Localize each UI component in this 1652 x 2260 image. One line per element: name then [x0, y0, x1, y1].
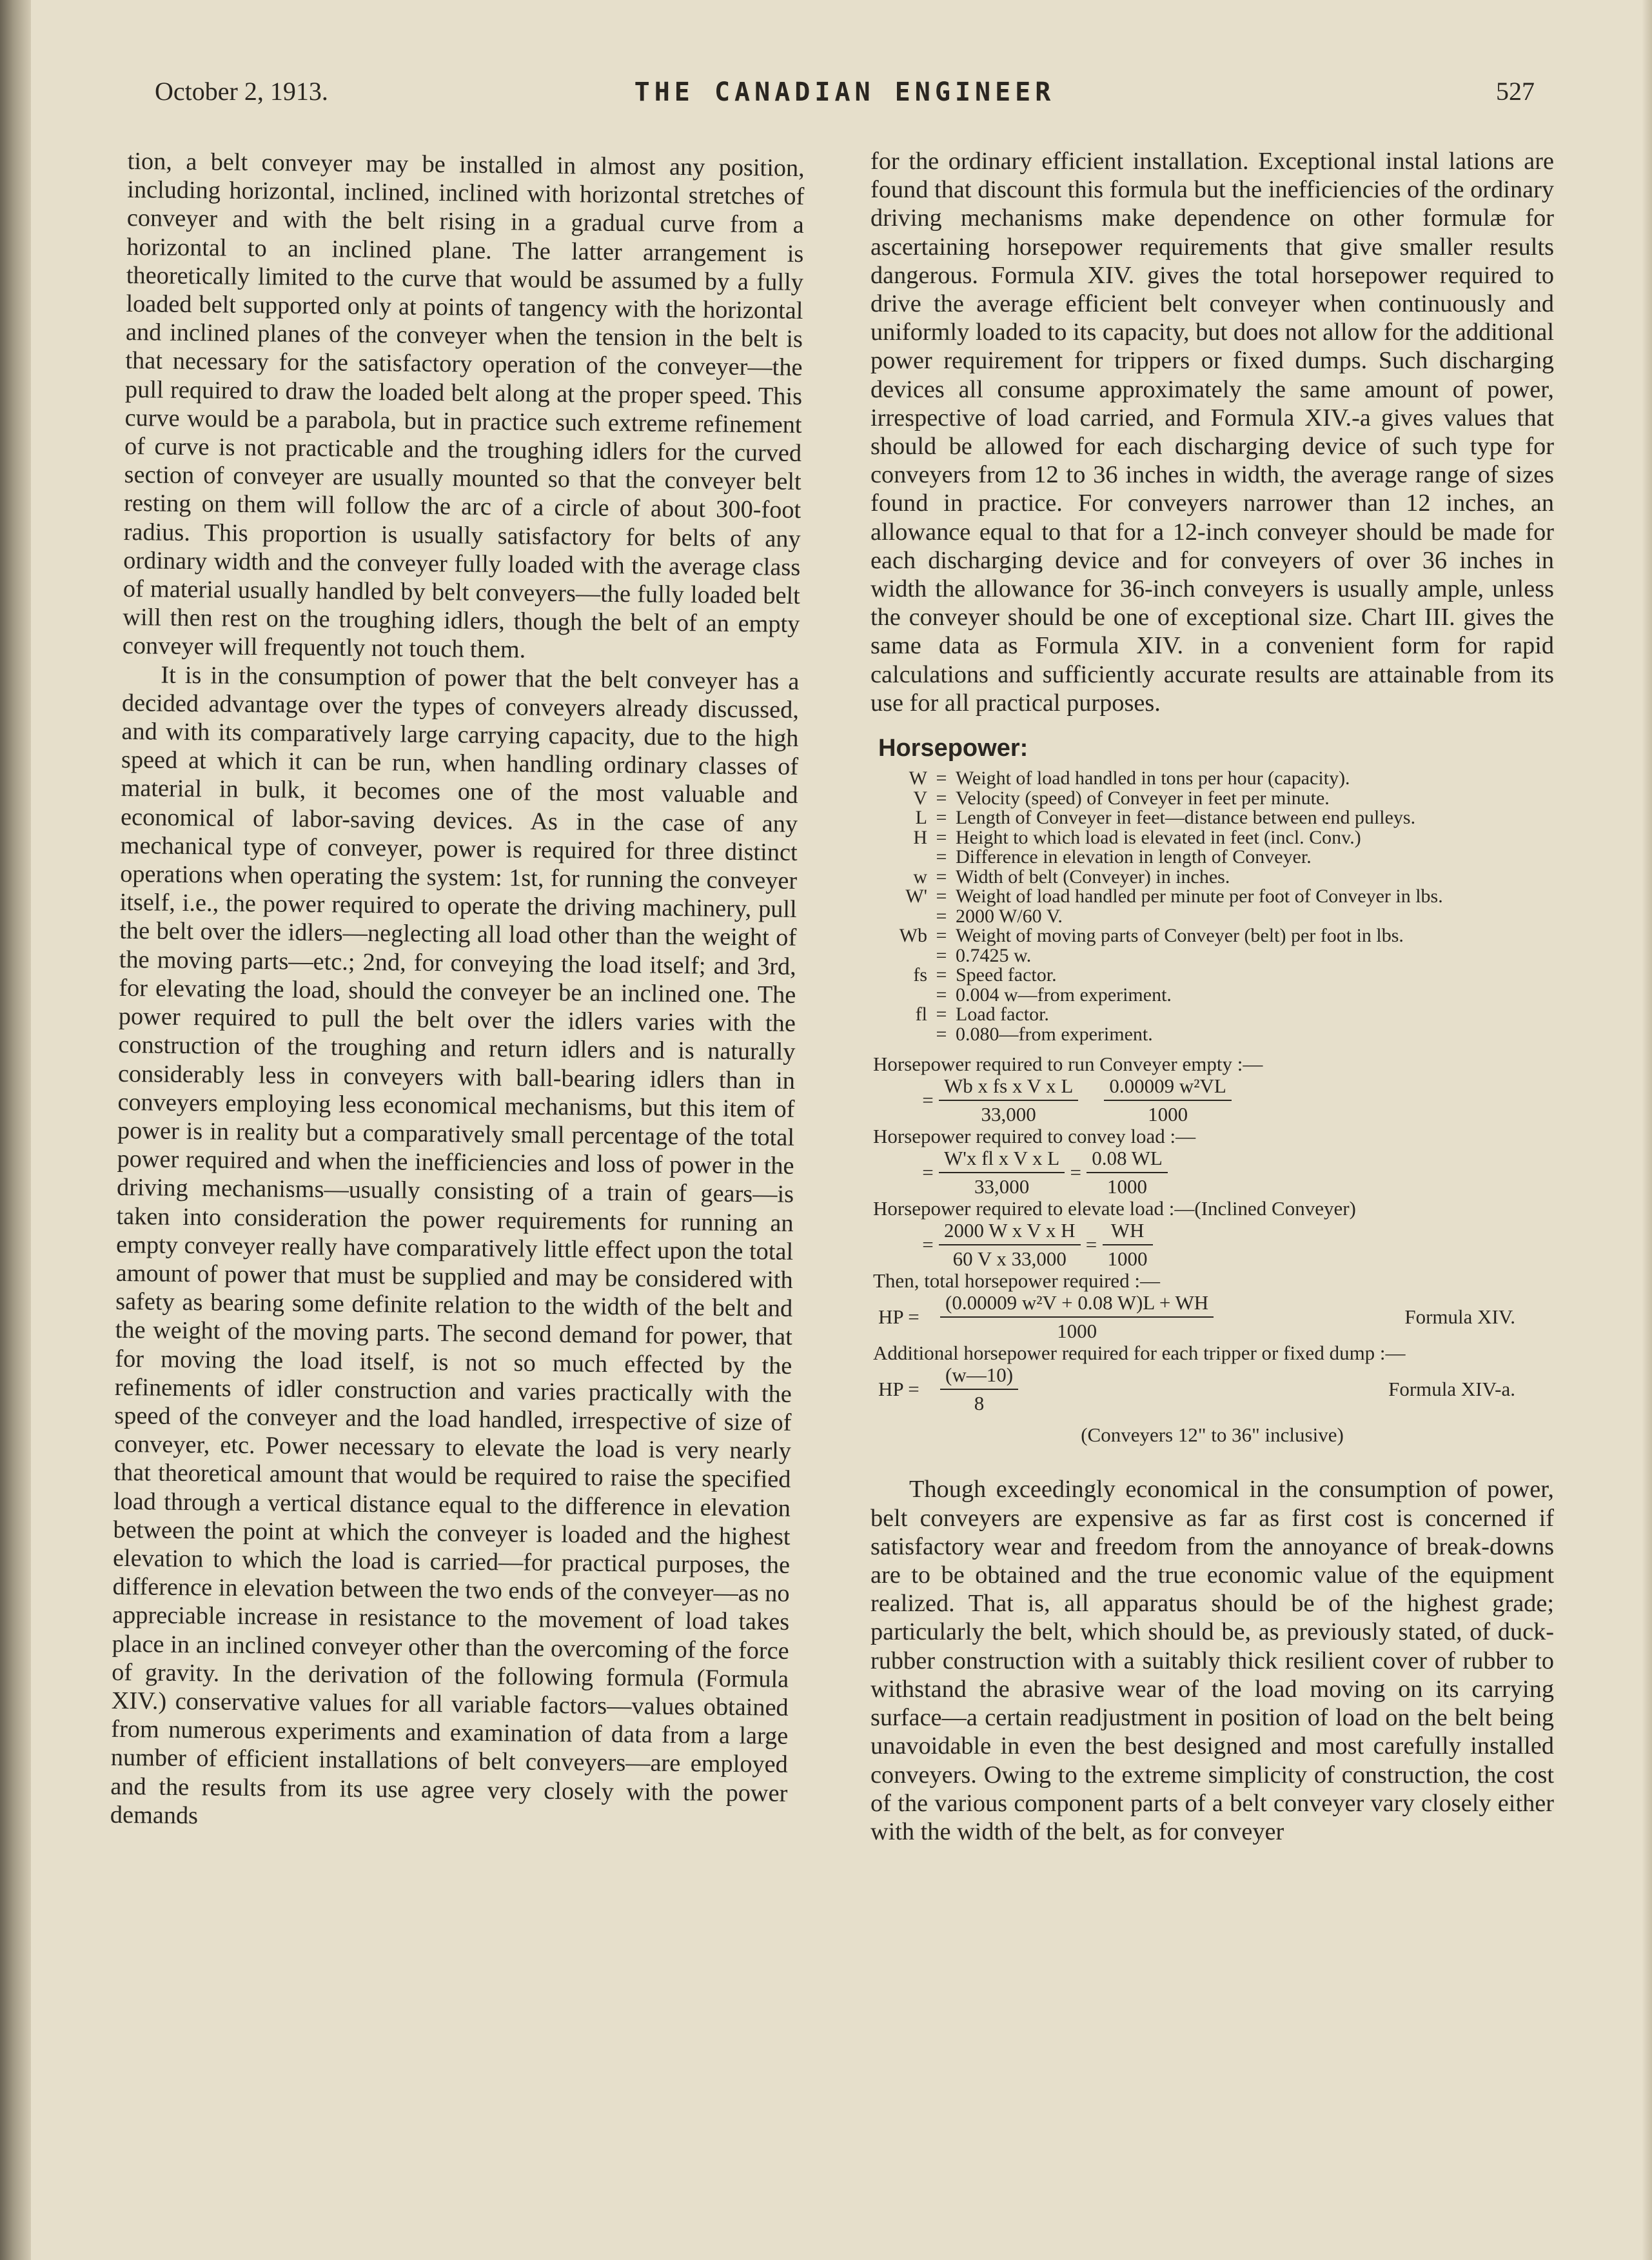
definition-row: = 2000 W/60 V.	[936, 905, 1063, 927]
symbol-definitions	[889, 769, 1554, 1044]
definition-row: Wb = Weight of moving parts of Conveyer (belt) per foot in lbs.	[899, 925, 1404, 947]
body-paragraph: for the ordinary efficient installation. Exceptional instal lations are found that discount this formula but the inefficiencies of the ordinary driving mechanisms make dependence on other formulæ for ascertaining horsepower requirements that give smaller results dangerous. Formula XIV. gives the total horsepower required to drive the average efficient belt conveyer when continuously and uniformly loaded to its capacity, but does not allow for the additional power requirement for trippers or fixed dumps. Such discharging devices all consume approximately the same amount of power, irrespective of load carried, and Formula XIV.-a gives values that should be allowed for each discharging device of such type for conveyers from 12 to 36 inches in width, the average range of sizes found in practice. For conveyers narrower than 12 inches, an allowance equal to that for a 12-inch conveyer should be made for each discharging device and for conveyers of over 36 inches in width the allowance for 36-inch conveyers is usually ample, unless the conveyer should be one of exceptional size. Chart III. gives the same data as Formula XIV. in a convenient form for rapid calculations and sufficiently accurate results are attainable from its use for all practical purposes.	[870, 148, 1554, 717]
journal-title: THE CANADIAN ENGINEER	[634, 77, 1056, 107]
definition-row: L = Length of Conveyer in feet—distance between end pulleys.	[915, 807, 1416, 829]
page-number: 527	[1496, 77, 1535, 106]
formula-caption: Horsepower required to run Conveyer empty :—	[873, 1053, 1263, 1076]
fraction: $\frac{0.08 WL}{1000}$	[1087, 1147, 1168, 1198]
definition-row: = 0.080—from experiment.	[936, 1023, 1153, 1045]
formula-label: Formula XIV-a.	[1388, 1378, 1515, 1401]
fraction: $\frac{\text{Wb x fs x V x L}}{33,000}$	[939, 1075, 1078, 1125]
formula-caption: Then, total horsepower required :—	[873, 1269, 1161, 1293]
formula-caption: Horsepower required to convey load :—	[873, 1125, 1196, 1148]
definition-row: w = Width of belt (Conveyer) in inches.	[913, 866, 1230, 887]
running-header	[155, 72, 1535, 117]
formula-label: Formula XIV.	[1404, 1305, 1515, 1329]
fraction: $\frac{(w—10)}{8}$	[940, 1364, 1018, 1414]
definition-row: = Difference in elevation in length of Conveyer.	[936, 846, 1312, 868]
formula-run-empty: Horsepower required to run Conveyer empty :— = $\frac{\text{Wb x fs x V x L}}{33,000}$ $\frac{\text{0.00009 w²VL}}{1000}$	[870, 1053, 1554, 1125]
fraction: $\frac{\text{2000 W x V x H}}{\text{60 V x 33,000}}$	[939, 1220, 1081, 1270]
definition-row: V = Velocity (speed) of Conveyer in feet per minute.	[913, 787, 1330, 809]
definition-row: W' = Weight of load handled per minute per foot of Conveyer in lbs.	[905, 886, 1443, 907]
page-right-edge	[1642, 0, 1652, 2260]
formula-elevate-load: Horsepower required to elevate load :—(Inclined Conveyer) = $\frac{\text{2000 W x V x H}}{\text{60 V x 33,000}}$ = $\frac{WH}{1000}$	[870, 1198, 1554, 1270]
fraction: $\frac{WH}{1000}$	[1103, 1220, 1153, 1270]
formula-xiv: Then, total horsepower required :— HP = $\frac{\text{(0.00009 w²V + 0.08 W)L + WH}}{1000}$ Formula XIV.	[870, 1270, 1554, 1342]
body-paragraph: Though exceedingly economical in the consumption of power, belt conveyers are expensive as far as first cost is concerned if satisfactory wear and freedom from the annoyance of break-downs are to be obtained and the true economic value of the equipment realized. That is, all apparatus should be of the highest grade; particularly the belt, which should be, as previously stated, of duck-rubber construction with a suitably thick resilient cover of rubber to withstand the abrasive wear of the load moving on its carrying surface—a certain readjustment in position of load on the belt being unavoidable in even the best designed and most carefully installed conveyers. Owing to the extreme simplicity of construction, the cost of the various component parts of a belt conveyer vary closely either with the width of the belt, as for conveyer	[870, 1476, 1554, 1845]
fraction: $\frac{\text{W'x fl x V x L}}{33,000}$	[939, 1147, 1065, 1198]
horsepower-heading: Horsepower:	[878, 735, 1028, 762]
definition-row: W = Weight of load handled in tons per hour (capacity).	[909, 768, 1350, 789]
definition-row: fl = Load factor.	[915, 1004, 1049, 1026]
definition-row: H = Height to which load is elevated in feet (incl. Conv.)	[913, 826, 1361, 848]
formula-convey-load: Horsepower required to convey load :— = $\frac{\text{W'x fl x V x L}}{33,000}$ = $\frac{0.08 WL}{1000}$	[870, 1125, 1554, 1198]
formula-xiv-a: Additional horsepower required for each tripper or fixed dump :— HP = $\frac{(w—10)}{8}$ Formula XIV-a.	[870, 1342, 1554, 1414]
formula-caption: Horsepower required to elevate load :—(Inclined Conveyer)	[873, 1197, 1356, 1220]
formula-caption: Additional horsepower required for each tripper or fixed dump :—	[873, 1342, 1406, 1365]
body-paragraph: tion, a belt conveyer may be installed in almost any position, including horizontal, inclined, inclined with horizontal stretches of conveyer and with the belt rising in a gradual curve from a horizontal to an inclined plane. The latter arrangement is theoretically limited to the curve that would be assumed by a fully loaded belt supported only at points of tangency with the horizontal and inclined planes of the conveyer when the tension in the belt is that necessary for the satisfactory operation of the conveyer—the pull required to draw the loaded belt along at the proper speed. This curve would be a parabola, but in practice such extreme refinement of curve is not practicable and the troughing idlers for the curved section of conveyer are usually mounted so that the conveyer belt resting on them will follow the arc of a circle of about 300-foot radius. This proportion is usually satisfactory for belts of any ordinary width and the conveyer fully loaded with the average class of material usually handled by belt conveyers—the fully loaded belt will then rest on the troughing idlers, though the belt of an empty conveyer will frequently not touch them.	[122, 147, 805, 664]
left-column	[110, 147, 805, 1836]
right-column	[870, 147, 1554, 1846]
definition-row: = 0.7425 w.	[936, 944, 1032, 966]
formula-note: (Conveyers 12" to 36" inclusive)	[1081, 1423, 1344, 1447]
fraction: $\frac{\text{0.00009 w²VL}}{1000}$	[1104, 1075, 1232, 1125]
fraction: $\frac{\text{(0.00009 w²V + 0.08 W)L + WH}}{1000}$	[940, 1292, 1214, 1342]
definition-row: fs = Speed factor.	[913, 964, 1057, 986]
body-paragraph: It is in the consumption of power that the belt conveyer has a decided advantage over the types of conveyers already discussed, and with its comparatively large carrying capacity, due to the high speed at which it can be run, when handling ordinary classes of material in bulk, it becomes one of the most valuable and economical of labor-saving devices. As in the case of any mechanical type of conveyer, power is required for three distinct operations when operating the system: 1st, for running the conveyer itself, i.e., the power required to operate the driving machinery, pull the belt over the idlers—neglecting all load other than the weight of the moving parts—etc.; 2nd, for conveying the load itself; and 3rd, for elevating the load, should the conveyer be an inclined one. The power required to pull the belt over the idlers varies with the construction of the troughing and return idlers and is naturally considerably less in conveyers with ball-bearing idlers than in conveyers employing less economical mechanisms, but this item of power is in reality but a comparatively small percentage of the total power required and when the inefficiencies and loss of power in the driving mechanisms—usually consisting of a train of gears—is taken into consideration the power requirements for running an empty conveyer really have comparatively little effect upon the total amount of power that must be supplied and may be considered with safety as bearing some definite relation to the width of the belt and the weight of the moving parts. The second demand for power, that for moving the load itself, is not so much effected by the refinements of idler construction and varies practically with the speed of the conveyer and the load handled, irrespective of size of conveyer, etc. Power necessary to elevate the load is very nearly that theoretical amount that would be required to raise the specified load through a vertical distance equal to the difference in elevation between the point at which the conveyer is loaded and the highest elevation to which the load is carried—for practical purposes, the difference in elevation between the two ends of the conveyer—as no appreciable increase in resistance to the movement of load takes place in an inclined conveyer other than the overcoming of the force of gravity. In the derivation of the following formula (Formula XIV.) conservative values for all variable factors—values obtained from numerous experiments and examination of data from a large number of efficient installations of belt conveyers—are employed and the results from its use agree very closely with the power demands	[110, 661, 800, 1830]
header-date: October 2, 1913.	[155, 77, 328, 106]
definition-row: = 0.004 w—from experiment.	[936, 984, 1172, 1006]
page-binding-gutter	[0, 0, 31, 2260]
